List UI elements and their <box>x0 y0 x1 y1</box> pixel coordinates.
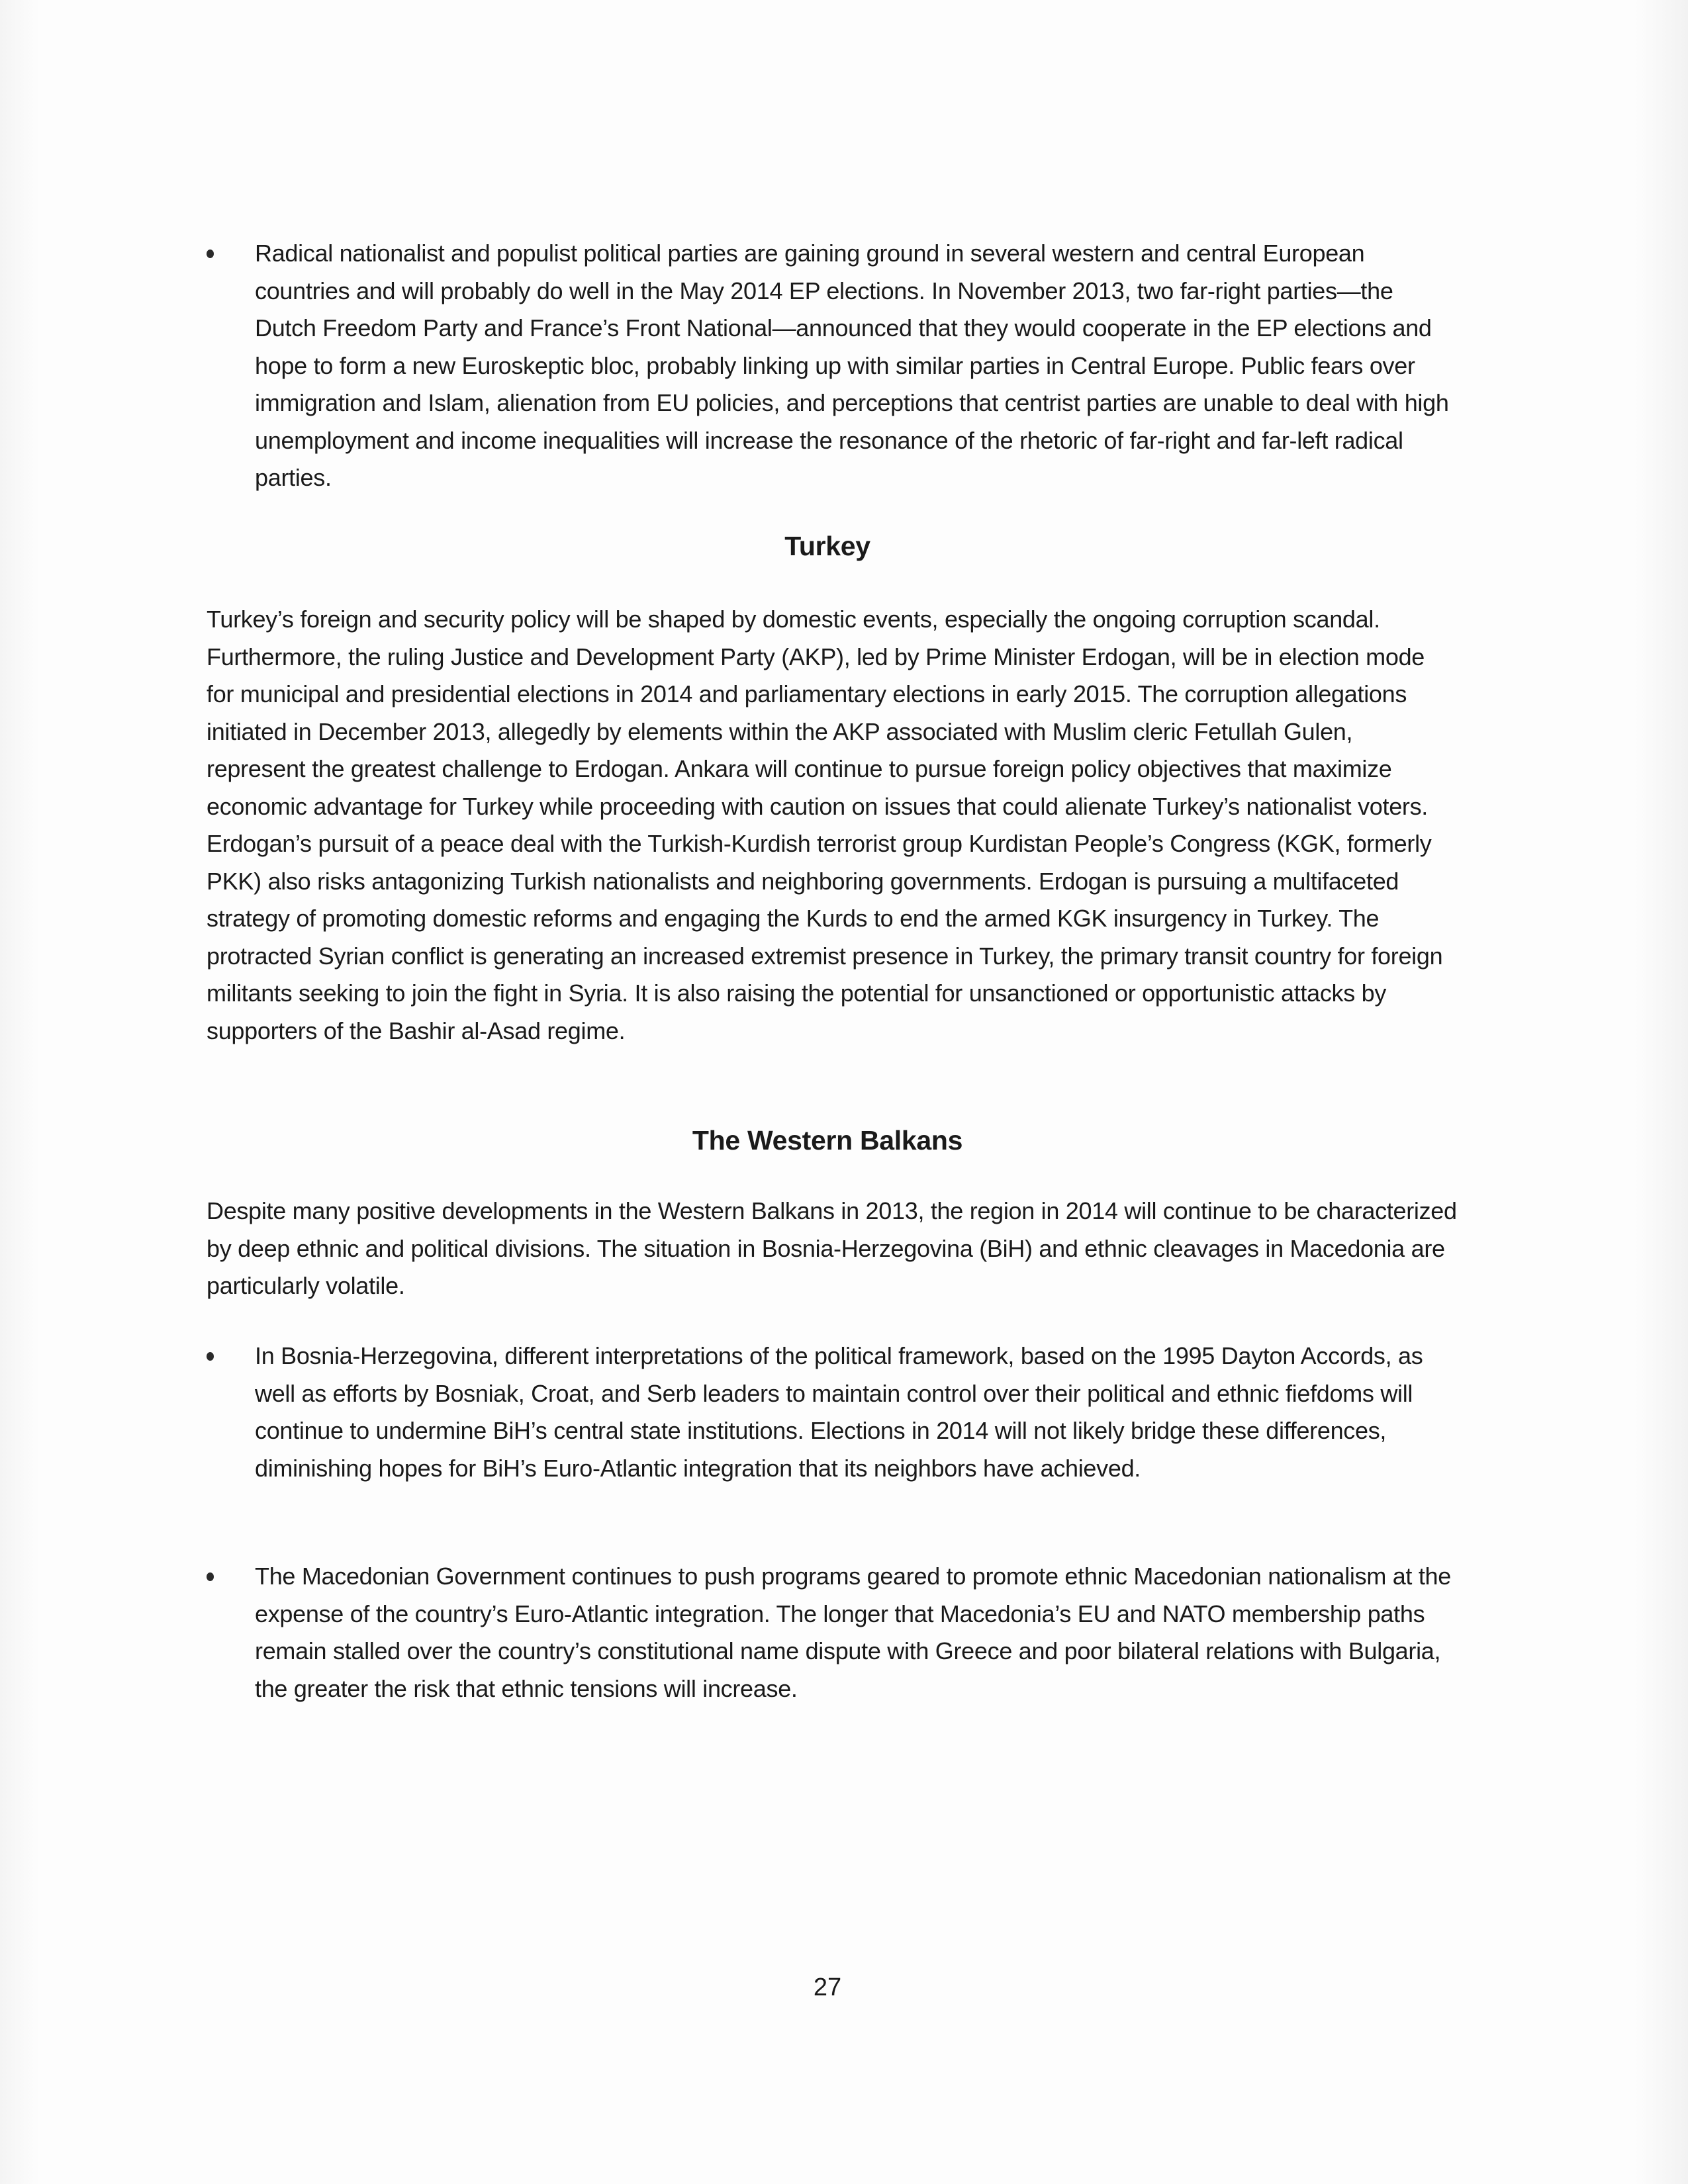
bullet-text: Radical nationalist and populist political parties are gaining ground in several western and central European countries and will probably do well in the May 2014 EP elections. In November 2013, two far-right parties—the Dutch Freedom Party and France’s Front National—announced that they would cooperate in the EP elections and hope to form a new Euroskeptic bloc, probably linking up with similar parties in Central Europe. Public fears over immigration and Islam, alienation from EU policies, and perceptions that centrist parties are unable to deal with high unemployment and income inequalities will increase the resonance of the rhetoric of far-right and far-left radical parties. <box>255 240 1449 491</box>
bullet-text: The Macedonian Government continues to push programs geared to promote ethnic Macedonian nationalism at the expense of the country’s Euro-Atlantic integration. The longer that Macedonia’s EU and NATO membership paths remain stalled over the country’s constitutional name dispute with Greece and poor bilateral relations with Bulgaria, the greater the risk that ethnic tensions will increase. <box>255 1563 1451 1702</box>
bullet-dot-icon <box>207 1352 214 1361</box>
page-number: 27 <box>813 1974 842 2001</box>
section-heading-western-balkans: The Western Balkans <box>692 1125 963 1156</box>
bullet-dot-icon <box>207 1572 214 1581</box>
scan-edge-left <box>0 0 40 2184</box>
bullet-dot-icon <box>207 250 214 258</box>
paragraph-western-balkans: Despite many positive developments in the Western Balkans in 2013, the region in 2014 will continue to be characterized by deep ethnic and political divisions. The situation in Bosnia-Herzegovina (BiH) and ethnic cleavages in Macedonia are particularly volatile. <box>207 1197 1457 1299</box>
section-heading-turkey: Turkey <box>784 531 870 561</box>
bullet-text: In Bosnia-Herzegovina, different interpretations of the political framework, based on the 1995 Dayton Accords, as well as efforts by Bosniak, Croat, and Serb leaders to maintain control over their political and ethnic fiefdoms will continue to undermine BiH’s central state institutions. Elections in 2014 will not likely bridge these differences, diminishing hopes for BiH’s Euro-Atlantic integration that its neighbors have achieved. <box>255 1342 1423 1482</box>
scan-edge-right <box>1635 0 1688 2184</box>
paragraph-turkey: Turkey’s foreign and security policy will be shaped by domestic events, especially the ongoing corruption scandal. Furthermore, the ruling Justice and Development Party (AKP), led by Prime Minister Erdogan, will be in election mode for municipal and presidential elections in 2014 and parliamentary elections in early 2015. The corruption allegations initiated in December 2013, allegedly by elements within the AKP associated with Muslim cleric Fetullah Gulen, represent the greatest challenge to Erdogan. Ankara will continue to pursue foreign policy objectives that maximize economic advantage for Turkey while proceeding with caution on issues that could alienate Turkey’s nationalist voters. Erdogan’s pursuit of a peace deal with the Turkish-Kurdish terrorist group Kurdistan People’s Congress (KGK, formerly PKK) also risks antagonizing Turkish nationalists and neighboring governments. Erdogan is pursuing a multifaceted strategy of promoting domestic reforms and engaging the Kurds to end the armed KGK insurgency in Turkey. The protracted Syrian conflict is generating an increased extremist presence in Turkey, the primary transit country for foreign militants seeking to join the fight in Syria. It is also raising the potential for unsanctioned or opportunistic attacks by supporters of the Bashir al-Asad regime. <box>207 606 1443 1044</box>
